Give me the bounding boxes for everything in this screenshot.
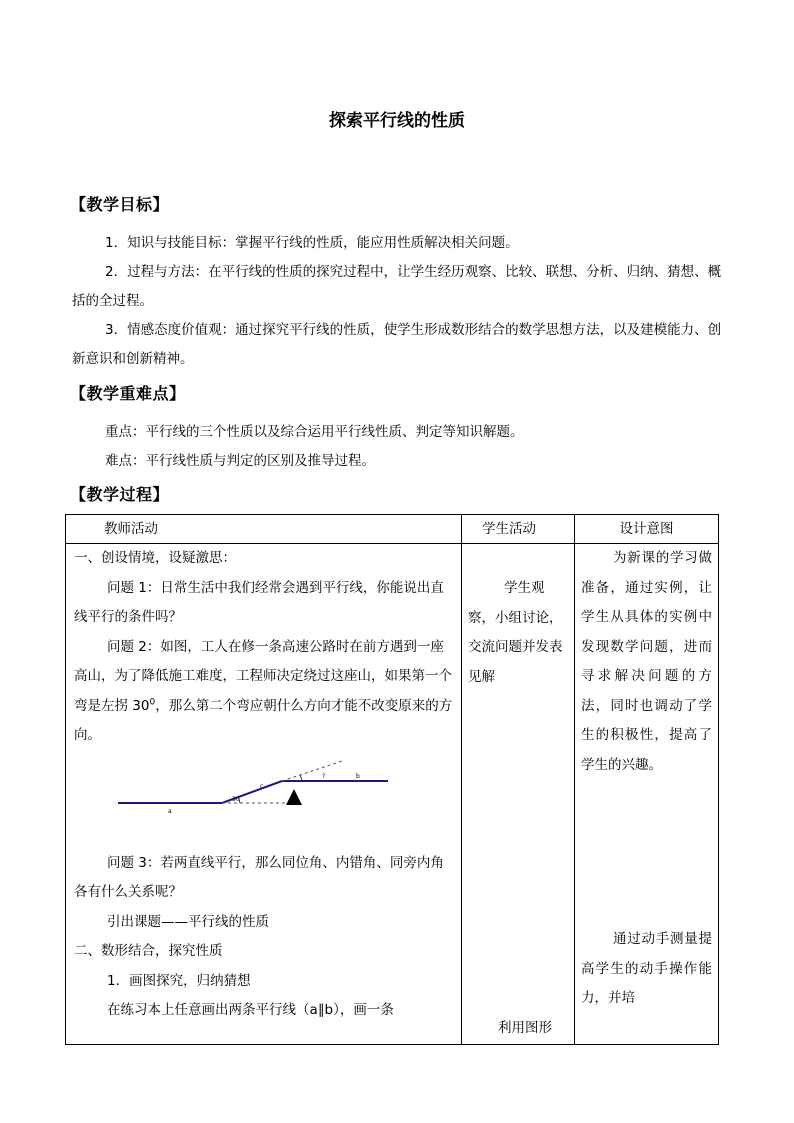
keypoint-item: 重点：平行线的三个性质以及综合运用平行线性质、判定等知识解题。 xyxy=(105,424,524,440)
process-table xyxy=(65,514,719,1045)
label-b: b xyxy=(356,772,360,780)
section-title: 二、数形结合，探究性质 xyxy=(74,943,223,959)
design-intent-1: 为新课的学习做准备，通过实例，让学生从具体的实例中发现数学问题，进而寻求解决问题的方法，同时也调动了学生的积极性，提高了学生的兴趣。 xyxy=(581,550,712,773)
goal-item: 3．情感态度价值观：通过探究平行线的性质，使学生形成数形结合的数学思想方法，以及建模能力、创新意识和创新精神。 xyxy=(72,322,722,367)
section-title: 一、创设情境，设疑激思： xyxy=(74,550,236,566)
goal-item: 1．知识与技能目标：掌握平行线的性质，能应用性质解决相关问题。 xyxy=(105,235,519,251)
step-title: 1．画图探究，归纳猜想 xyxy=(107,972,251,989)
heading-keypoints: 【教学重难点】 xyxy=(70,384,186,403)
table-row xyxy=(66,544,719,1045)
heading-process: 【教学过程】 xyxy=(70,485,170,504)
goal-item: 2．过程与方法：在平行线的性质的探究过程中，让学生经历观察、比较、联想、分析、归纳、猜想、概括的全过程。 xyxy=(72,264,722,309)
header-teacher: 教师活动 xyxy=(66,515,462,544)
angle-unknown-label: ? xyxy=(322,772,326,780)
design-intent-cell xyxy=(575,544,719,1045)
keypoint-item: 难点：平行线性质与判定的区别及推导过程。 xyxy=(105,453,375,469)
teacher-activity-cell xyxy=(66,544,462,1045)
road-diagram xyxy=(74,753,457,841)
student-activity-cell xyxy=(462,544,575,1045)
keypoints-list xyxy=(72,418,722,476)
question-1: 问题 1：日常生活中我们经常会遇到平行线，你能说出直线平行的条件吗？ xyxy=(74,579,444,625)
header-intent: 设计意图 xyxy=(575,515,719,544)
mountain-icon xyxy=(286,789,302,805)
question-3: 问题 3：若两直线平行，那么同位角、内错角、同旁内角各有什么关系呢？ xyxy=(74,854,444,900)
angle-30-label: 30 xyxy=(232,795,240,803)
step-text: 在练习本上任意画出两条平行线（a∥b），画一条 xyxy=(107,1002,394,1018)
page-title: 探索平行线的性质 xyxy=(329,111,465,131)
label-a: a xyxy=(168,807,172,815)
road-segment-c xyxy=(222,781,282,803)
extension-line-2 xyxy=(282,761,342,781)
design-intent-2: 通过动手测量提高学生的动手操作能力，并培 xyxy=(581,931,712,1006)
goals-list xyxy=(72,229,722,374)
heading-goals: 【教学目标】 xyxy=(70,195,170,214)
question-2: 问题 2：如图，工人在修一条高速公路时在前方遇到一座高山，为了降低施工难度，工程师决定绕过这座山，如果第一个弯是左拐 $30^0$，那么第二个弯应朝什么方向才能不改变原来的方向。 xyxy=(74,638,453,743)
topic-intro: 引出课题——平行线的性质 xyxy=(107,913,269,930)
student-activity-2: 利用图形 xyxy=(498,1020,552,1036)
table-header-row xyxy=(66,515,719,544)
road-figure-svg xyxy=(74,753,454,841)
header-student: 学生活动 xyxy=(462,515,575,544)
label-c: c xyxy=(260,782,264,790)
student-activity-1: 学生观察，小组讨论，交流问题并发表见解 xyxy=(468,580,563,685)
